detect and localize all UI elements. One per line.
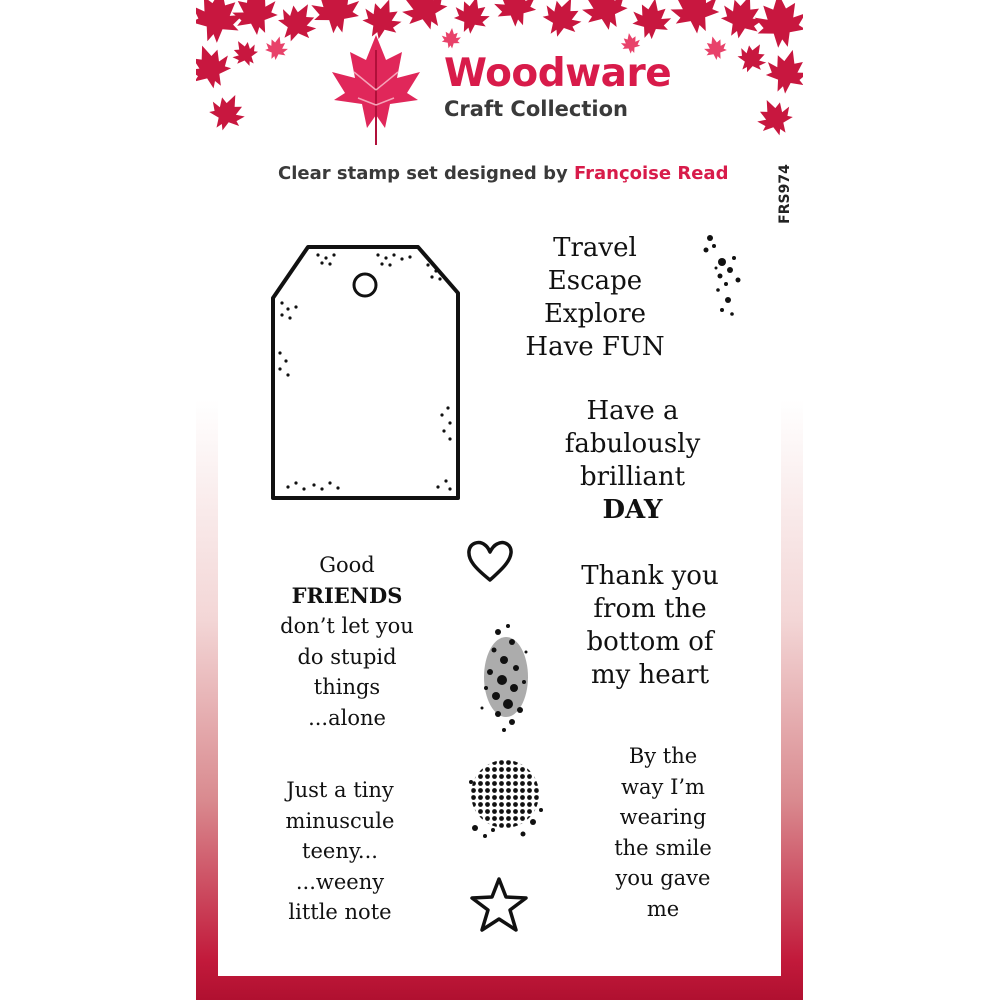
stamp-line: from the <box>593 594 707 624</box>
brand-name: Woodware <box>444 51 672 96</box>
stamp-line: me <box>646 896 680 921</box>
ink-texture-icon <box>468 612 538 742</box>
stamp-line: do stupid <box>297 644 397 669</box>
star-icon <box>468 876 530 934</box>
stamp-line: you gave <box>615 866 711 890</box>
stamp-line: FRIENDS <box>291 582 403 608</box>
stamp-line: ...weeny <box>295 869 385 894</box>
stamp-line: ...alone <box>308 705 386 730</box>
product-code: FRS974 <box>777 164 793 224</box>
ink-splatter-icon <box>700 232 750 322</box>
stamp-line: Thank you <box>581 561 719 591</box>
maple-leaf-logo-icon <box>322 30 430 148</box>
stamp-note <box>255 775 425 928</box>
stamp-smile <box>588 741 738 924</box>
credit-prefix: Clear stamp set designed by <box>278 163 568 184</box>
brand-logo <box>444 52 671 122</box>
stamp-line: brilliant <box>579 462 686 492</box>
stamp-line: By the <box>628 744 698 768</box>
stamp-line: Have FUN <box>525 332 665 362</box>
tag-icon <box>268 243 463 505</box>
designer-name: Françoise Read <box>573 163 729 184</box>
brand-tagline: Craft Collection <box>444 97 628 121</box>
stamp-line: teeny... <box>302 839 378 863</box>
designer-credit <box>278 163 728 184</box>
stamp-friends <box>262 550 432 733</box>
stamp-line: Escape <box>547 266 643 296</box>
stamp-line: fabulously <box>564 429 701 459</box>
stamp-travel <box>500 232 690 364</box>
stamp-line: Explore <box>543 299 647 329</box>
halftone-circle-icon <box>463 752 553 847</box>
stamp-line: things <box>313 675 381 699</box>
stamp-line: Have a <box>586 396 679 426</box>
stamp-line: Just a tiny <box>286 778 394 802</box>
stamp-line: way I’m <box>621 774 705 799</box>
stamp-line: Travel <box>553 233 637 263</box>
stamp-line: don’t let you <box>280 614 414 638</box>
stamp-line: bottom of <box>586 627 714 657</box>
stamp-line: minuscule <box>285 808 395 833</box>
heart-icon <box>465 538 515 584</box>
stamp-line: my heart <box>590 660 710 690</box>
stamp-fabulous <box>535 395 730 527</box>
stamp-line: Good <box>319 553 375 577</box>
stamp-line: the smile <box>614 835 712 860</box>
stamp-line: little note <box>288 900 392 924</box>
stamp-line: DAY <box>602 495 663 525</box>
stamp-thankyou <box>555 560 745 692</box>
stamp-line: wearing <box>619 805 707 829</box>
